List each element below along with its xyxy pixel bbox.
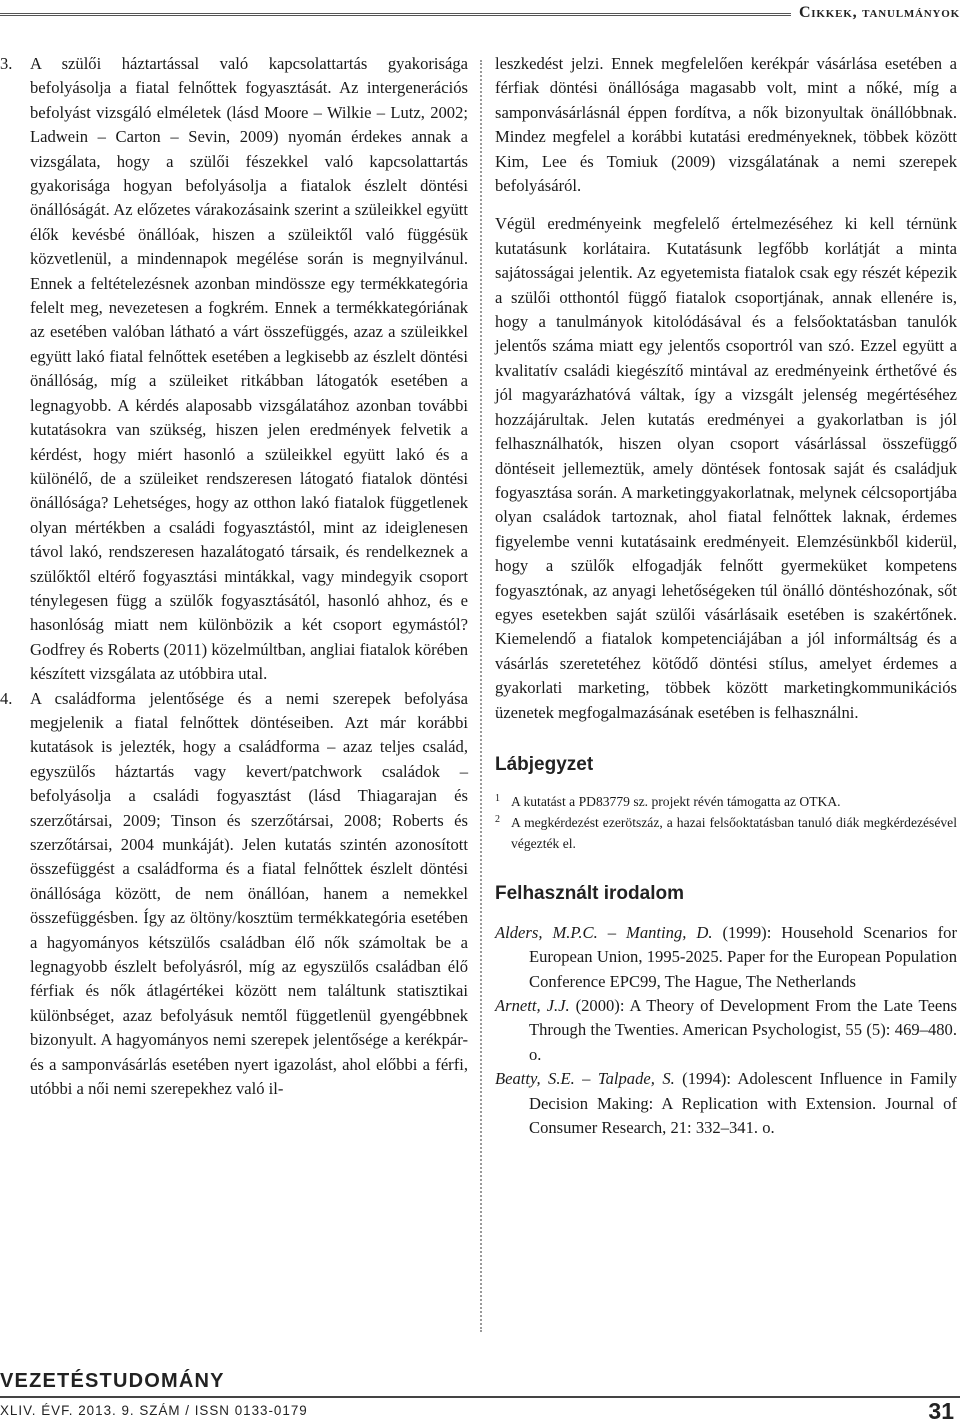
body-paragraph: leszkedést jelzi. Ennek megfelelően kerékpár vásárlása esetében a férfiak döntési önállósága magasabb volt, mint a nőké, míg a samponvásárlásnál éppen fordítva, a nők bizonyultak önállóbbnak. Mindez megfelel a korábbi kutatási eredményeknek, többek között Kim, Lee és Tomiuk (2009) vizsgálatának a nemi szerepek befolyásáról.: [495, 54, 957, 196]
reference-details: (1999): Household Scenarios for European Union, 1995-2025. Paper for the European Population Conference EPC99, The Hague, The Netherlands: [529, 922, 957, 991]
reference-authors: Arnett, J.J.: [495, 996, 570, 1015]
left-column: [0, 52, 468, 1101]
page-header: [0, 2, 960, 28]
references-list: [495, 921, 957, 1141]
journal-name: VEZETÉSTUDOMÁNY: [0, 1370, 225, 1392]
footnote: [495, 791, 957, 812]
reference: [495, 994, 957, 1067]
reference: [495, 921, 957, 994]
issue-info: XLIV. ÉVF. 2013. 9. SZÁM / ISSN 0133-0179: [0, 1403, 308, 1418]
page-number: 31: [928, 1398, 954, 1424]
footnote-mark: 1: [495, 793, 500, 805]
section-title: Cikkek, tanulmányok: [791, 2, 960, 24]
page-footer: [0, 1362, 960, 1422]
body-paragraph: Végül eredményeink megfelelő értelmezéséhez ki kell térnünk kutatásunk korlátaira. Kutatásunk legfőbb korlátját a minta sajátosságai jelentik. Az egyetemista fiatalok csak egy részét képezik a szülői otthontól függő fiatalok csoportjának, annak ellenére is, hogy a tanulmányok kitolódásával és a felsőoktatásban tanulók jelentős száma miatt egy jelentős csoportról van szó. Ezzel együtt a kvalitatív családi kiegészítő mintával az eredményeink érthetővé és jól magyarázhatóvá váltak, így a vizsgált jelenség megértéséhez hozzájárultak. Jelen kutatás eredményei a gyakorlatban is jól felhasználhatók, hiszen olyan csoport vásárlással összefüggő döntéseit jellemeztük, amely döntések fontosak saját és családjuk fogyasztása során. A marketinggyakorlatnak, melynek célcsoportjába olyan családok tartoznak, ahol fiatal felnőttek laknak, érdemes figyelembe venni kutatásaink eredményeit. Elemzésünkből kiderül, hogy a szülők elfogadják felnőtt gyermeküket kompetens fogyasztónak, az anyagi lehetőségeken túl önálló döntéshozónak, sőt egyes esetekben saját szülői vásárlásaik esetében is szakértőnek. Kiemelendő a fiatalok kompetenciájában a jól informáltság és a vásárlás szeretetéhez kötődő döntési stílus, amelyet érdemes a gyakorlati marketing, többek között marketingkommunikációs üzenetek megfogalmazásának esetében is felhasználni.: [495, 214, 957, 722]
reference: [495, 1067, 957, 1140]
footnote: [495, 812, 957, 854]
footnote-mark: 2: [495, 814, 500, 826]
list-item: [0, 52, 468, 687]
references-heading: Felhasznált irodalom: [495, 883, 684, 905]
item-number: 4.: [0, 688, 13, 708]
footnote-text: A megkérdezést ezerötszáz, a hazai felsőoktatásban tanuló diák megkérdezésével végezték el.: [511, 815, 957, 852]
reference-details: (1994): Adolescent Influence in Family Decision Making: A Replication with Extension. Journal of Consumer Research, 21: 332–341. o.: [529, 1069, 957, 1138]
reference-details: (2000): A Theory of Development From the Late Teens Through the Twenties. American Psychologist, 55 (5): 469–480. o.: [529, 996, 957, 1064]
footnotes-heading: Lábjegyzet: [495, 753, 594, 775]
item-text: A szülői háztartással való kapcsolattartás gyakorisága befolyásolja a fiatal felnőttek fogyasztását. Az intergenerációs befolyást vizsgáló elméletek (lásd Moore – Wilkie – Lutz, 2002; Ladwein – Carton – Sevin, 2009) nyomán érdekes annak a vizsgálata, hogy a szülői fészekkel való kapcsolattartás gyakorisága hogyan befolyásolja a fiatalok észlelt döntési önállóságát. Az előzetes várakozásaink szerint a szüleikkel együtt élők kevésbé önállóak, hiszen a szüleiktől való függésük közvetlenül, a mindennapok megélése során is megnyilvánul. Ennek a feltételezésnek azonban mindössze egy termékkategória felelt meg, nevezetesen a fogkrém. Ennek a termékkategóriának az esetében valóban látható a várt összefüggés, azaz a szüleikkel együtt lakó fiatal felnőttek esetében a legkisebb az észlelt döntési önállóság, míg a szüleiket ritkábban látogatók esetében a legnagyobb. A kérdés alaposabb vizsgálatához azonban további kutatásokra van szükség, hiszen jelen eredmények felvetik a kérdést, hogy miért hasonló a szüleikkel együtt lakó és a különélő, de a szüleiket rendszeresen látogató fiatalok döntési önállósága? Lehetséges, hogy az otthon lakó fiatalok függetlenek olyan mértékben a családi fogyasztástól, mint az ideiglenesen távol lakó, rendszeresen hazalátogató társaik, és rendelkeznek a szülőktől eltérő fogyasztási mintákkal, vagy mindegyik csoport ténylegesen függ a szülők fogyasztásától, hasonló ahhoz, és e hasonlóság miatt nem különbözik a két csoport egymástól? Godfrey és Roberts (2011) közelmúltban, angliai fiatalok körében készített vizsgálata az utóbbira utal.: [30, 54, 468, 684]
numbered-list: [0, 52, 468, 1101]
footnotes: [495, 791, 957, 854]
footnote-text: A kutatást a PD83779 sz. projekt révén támogatta az OTKA.: [511, 794, 841, 810]
list-item: [0, 687, 468, 1102]
footer-rule: [0, 1396, 960, 1398]
item-number: 3.: [0, 54, 13, 73]
right-column: [495, 52, 957, 1140]
item-text: A családforma jelentősége és a nemi szerepek befolyása megjelenik a fiatal felnőttek döntéseiben. Azt már korábbi kutatások is jelezték, hogy a családforma – azaz teljes család, egyszülős háztartás vagy kevert/patchwork családok – befolyásolja a családi fogyasztást (lásd Thiagarajan és szerzőtársai, 2009; Tinson és szerzőtársai, 2008; Roberts és szerzőtársai, 2004 munkáját). Jelen kutatás szintén azonosított összefüggést a családforma és a fiatal felnőttek észlelt döntési önállósága között, de nem önállóan, hanem a nemekkel összefüggésben. Így az öltöny/kosztüm termékkategória esetében a hagyományos kétszülős családban élő nők számoltak be a legnagyobb észlelt befolyásról, míg az egyszülős családban élő férfiak és nők átlagértékei között nem találtunk statisztikai különbséget, azaz befolyásuk nemtől függetlenül gyengébbnek bizonyult. A hagyományos nemi szerepek jelentősége a kerékpár- és a samponvásárlás esetében nyert igazolást, ahol előbbi a férfi, utóbbi a női nemi szerepekhez való il-: [30, 688, 468, 1099]
reference-authors: Alders, M.P.C. – Manting, D.: [495, 922, 713, 942]
reference-authors: Beatty, S.E. – Talpade, S.: [495, 1069, 675, 1089]
column-divider: [480, 60, 482, 1332]
